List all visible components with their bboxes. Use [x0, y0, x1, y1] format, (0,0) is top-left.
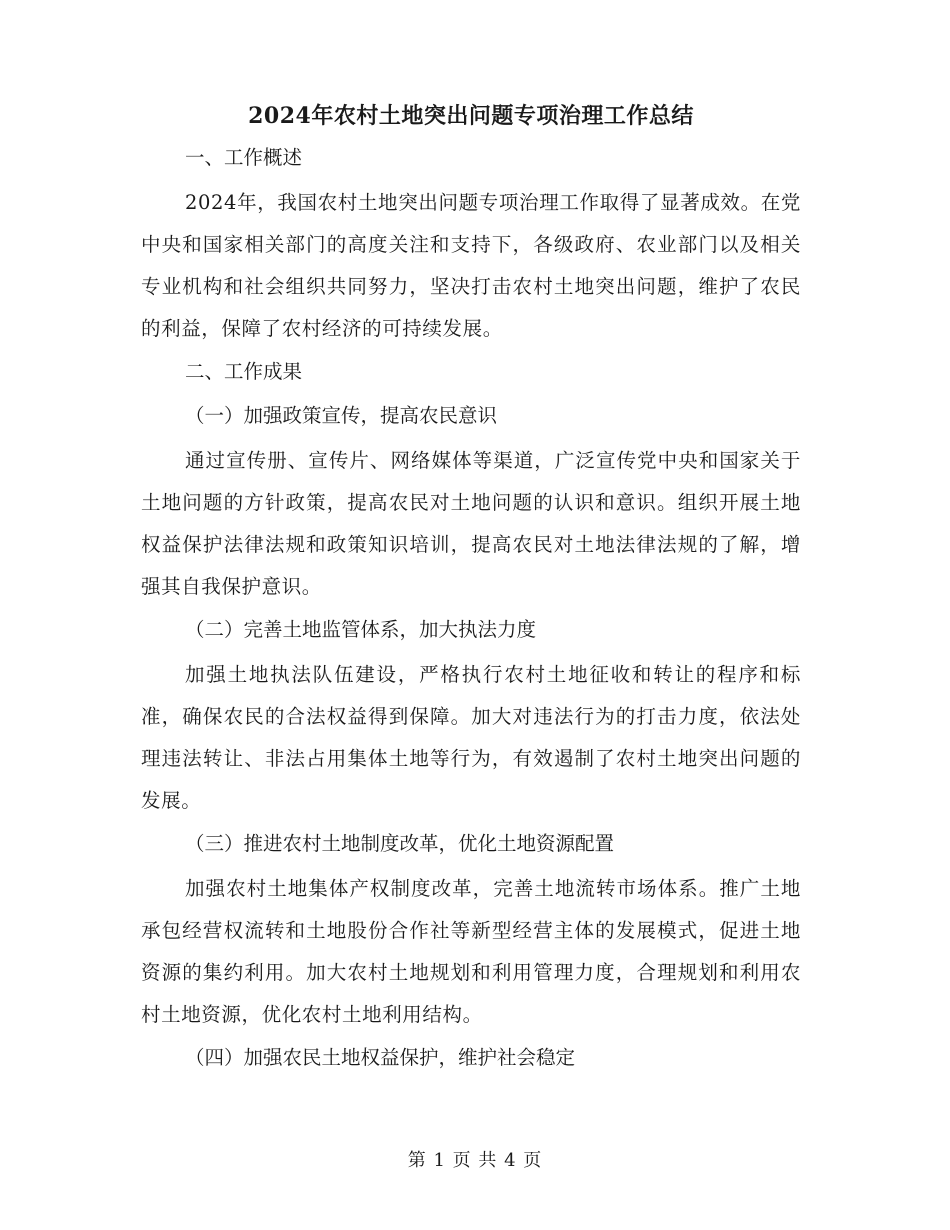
paragraph-supervision: 加强土地执法队伍建设，严格执行农村土地征收和转让的程序和标准，确保农民的合法权益得到保障。加大对违法行为的打击力度，依法处理违法转让、非法占用集体土地等行为，有效遏制了农村土地突出问题的发展。 [141, 663, 801, 812]
subsection-heading-rights-protection: （四）加强农民土地权益保护，维护社会稳定 [185, 1046, 576, 1069]
section-heading-overview: 一、工作概述 [185, 146, 303, 169]
subsection-heading-reform: （三）推进农村土地制度改革，优化土地资源配置 [185, 832, 615, 855]
subsection-heading-supervision: （二）完善土地监管体系，加大执法力度 [185, 618, 537, 641]
paragraph-policy-publicity: 通过宣传册、宣传片、网络媒体等渠道，广泛宣传党中央和国家关于土地问题的方针政策，提高农民对土地问题的认识和意识。组织开展土地权益保护法律法规和政策知识培训，提高农民对土地法律法规的了解，增强其自我保护意识。 [141, 449, 801, 598]
section-heading-results: 二、工作成果 [185, 360, 303, 383]
subsection-heading-policy-publicity: （一）加强政策宣传，提高农民意识 [185, 404, 498, 427]
document-body [141, 100, 801, 1086]
paragraph-overview: 2024年，我国农村土地突出问题专项治理工作取得了显著成效。在党中央和国家相关部门的高度关注和支持下，各级政府、农业部门以及相关专业机构和社会组织共同努力，坚决打击农村土地突出问题，维护了农民的利益，保障了农村经济的可持续发展。 [141, 191, 801, 340]
document-title: 2024年农村土地突出问题专项治理工作总结 [248, 103, 694, 129]
page-number-footer: 第 1 页 共 4 页 [407, 1150, 543, 1171]
paragraph-reform: 加强农村土地集体产权制度改革，完善土地流转市场体系。推广土地承包经营权流转和土地股份合作社等新型经营主体的发展模式，促进土地资源的集约利用。加大农村土地规划和利用管理力度，合理规划和利用农村土地资源，优化农村土地利用结构。 [141, 877, 801, 1026]
